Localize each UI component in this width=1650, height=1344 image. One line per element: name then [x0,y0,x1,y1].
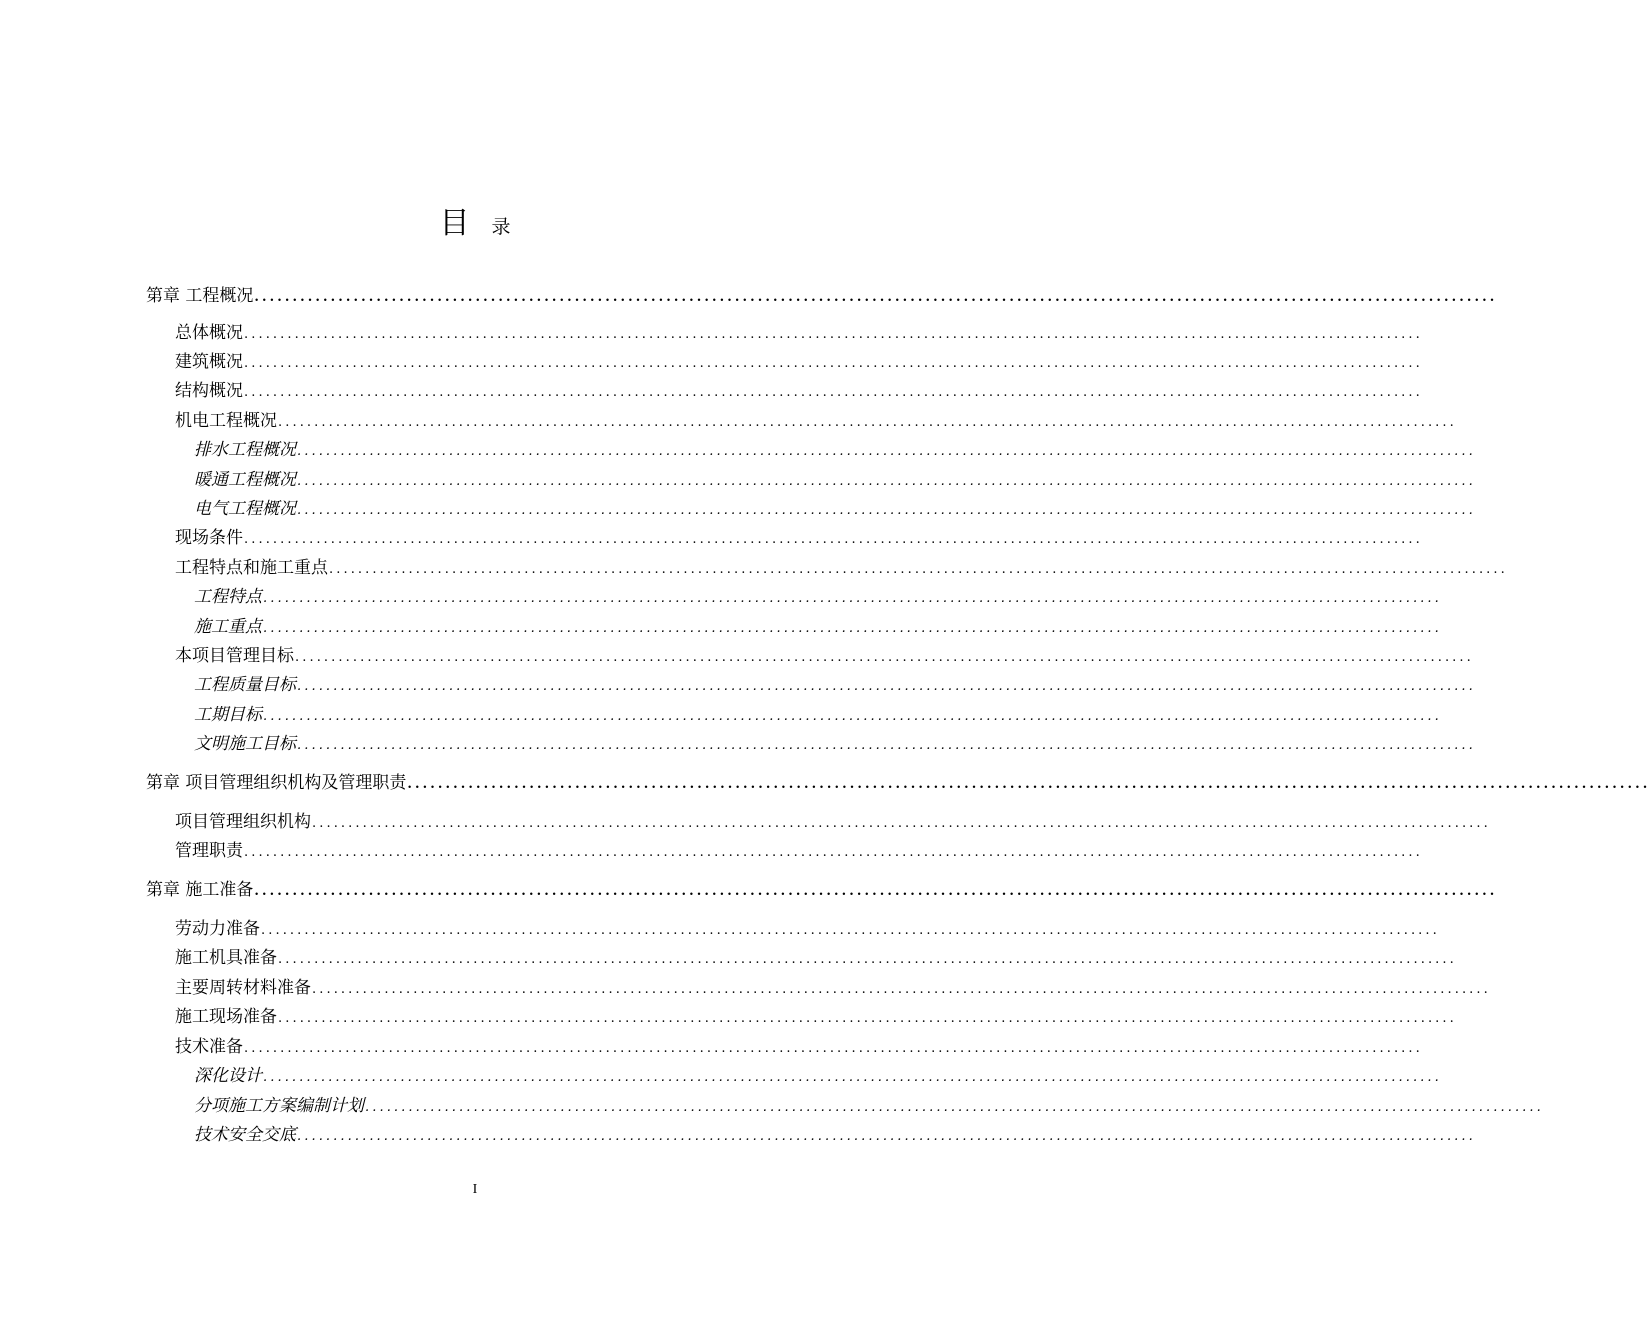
toc-entry-label: 第章 工程概况 [146,286,254,306]
toc-entry-label: 工期目标 [194,705,262,725]
toc-entry-subsection[interactable] [194,437,1476,463]
toc-entry-label: 总体概况 [175,323,243,343]
leader-dots: ................................................................................................................................................................... [263,1070,1442,1085]
leader-dots: ................................................................................................................................................................... [329,562,1508,577]
leader-dots: ................................................................................................................................................................... [263,621,1442,636]
leader-dots: ................................................................................................................................................................... [244,356,1423,371]
toc-entry-section[interactable] [175,1034,1423,1060]
toc-entry-label: 技术安全交底 [194,1125,296,1145]
leader-dots: ................................................................................................................................................................... [297,474,1476,489]
page-number: I [472,1182,478,1197]
toc-entry-subsection[interactable] [194,672,1476,698]
toc-entry-label: 工程特点和施工重点 [175,558,328,578]
toc-entry-label: 结构概况 [175,381,243,401]
leader-dots: ................................................................................................................................................................... [263,591,1442,606]
toc-entry-label: 分项施工方案编制计划 [194,1096,364,1116]
toc-entry-label: 工程特点 [194,587,262,607]
toc-entry-label: 建筑概况 [175,352,243,372]
toc-title-main: 目 [439,206,470,241]
leader-dots: ................................................................................................................................................................... [278,415,1457,430]
toc-entry-label: 管理职责 [175,841,243,861]
toc-entry-subsection[interactable] [194,702,1442,728]
toc-entry-chapter[interactable] [146,877,1498,903]
toc-title [0,198,950,242]
toc-entry-chapter[interactable] [146,283,1498,309]
toc-entry-section[interactable] [175,975,1491,1001]
leader-dots: ................................................................................................................................................................... [244,845,1423,860]
toc-entry-section[interactable] [175,643,1474,669]
toc-entry-label: 施工机具准备 [175,948,277,968]
toc-entry-label: 本项目管理目标 [175,646,294,666]
toc-entry-section[interactable] [175,555,1508,581]
leader-dots: ................................................................................................................................................................... [312,982,1491,997]
toc-entry-subsection[interactable] [194,584,1442,610]
leader-dots: ................................................................................................................................................................... [407,777,1650,792]
toc-entry-section[interactable] [175,408,1457,434]
leader-dots: ................................................................................................................................................................... [263,709,1442,724]
toc-entry-label: 机电工程概况 [175,411,277,431]
toc-entry-section[interactable] [175,945,1457,971]
toc-entry-label: 劳动力准备 [175,919,260,939]
toc-entry-subsection[interactable] [194,1063,1442,1089]
leader-dots: ................................................................................................................................................................... [312,816,1491,831]
toc-entry-section[interactable] [175,349,1423,375]
leader-dots: ................................................................................................................................................................... [297,503,1476,518]
leader-dots: ................................................................................................................................................................... [244,327,1423,342]
leader-dots: ................................................................................................................................................................... [297,679,1476,694]
toc-entry-section[interactable] [175,838,1423,864]
toc-entry-label: 主要周转材料准备 [175,978,311,998]
leader-dots: ................................................................................................................................................................... [254,884,1498,899]
toc-entry-subsection[interactable] [194,496,1476,522]
toc-entry-label: 文明施工目标 [194,734,296,754]
leader-dots: ................................................................................................................................................................... [244,385,1423,400]
toc-entry-label: 工程质量目标 [194,675,296,695]
toc-entry-label: 项目管理组织机构 [175,812,311,832]
leader-dots: ................................................................................................................................................................... [244,532,1423,547]
toc-title-secondary: 录 [491,216,511,238]
toc-entry-label: 排水工程概况 [194,440,296,460]
leader-dots: ................................................................................................................................................................... [278,952,1457,967]
toc-entry-subsection[interactable] [194,731,1476,757]
toc-entry-label: 深化设计 [194,1066,262,1086]
toc-entry-label: 施工现场准备 [175,1007,277,1027]
toc-entry-subsection[interactable] [194,614,1442,640]
toc-entry-label: 施工重点 [194,617,262,637]
leader-dots: ................................................................................................................................................................... [297,738,1476,753]
leader-dots: ................................................................................................................................................................... [365,1100,1544,1115]
leader-dots: ................................................................................................................................................................... [261,923,1440,938]
toc-entry-subsection[interactable] [194,467,1476,493]
toc-entry-section[interactable] [175,809,1491,835]
toc-entry-section[interactable] [175,1004,1457,1030]
toc-entry-chapter[interactable] [146,770,1650,796]
toc-entry-section[interactable] [175,378,1423,404]
toc-entry-label: 第章 施工准备 [146,880,254,900]
toc-entry-subsection[interactable] [194,1122,1476,1148]
leader-dots: ................................................................................................................................................................... [295,650,1474,665]
toc-entry-label: 技术准备 [175,1037,243,1057]
leader-dots: ................................................................................................................................................................... [244,1041,1423,1056]
leader-dots: ................................................................................................................................................................... [297,444,1476,459]
toc-entry-section[interactable] [175,525,1423,551]
toc-entry-label: 电气工程概况 [194,499,296,519]
toc-entry-section[interactable] [175,320,1423,346]
toc-entry-label: 第章 项目管理组织机构及管理职责 [146,773,407,793]
leader-dots: ................................................................................................................................................................... [297,1129,1476,1144]
leader-dots: ................................................................................................................................................................... [254,290,1498,305]
toc-entry-label: 现场条件 [175,528,243,548]
toc-entry-subsection[interactable] [194,1093,1544,1119]
leader-dots: ................................................................................................................................................................... [278,1011,1457,1026]
toc-entry-label: 暖通工程概况 [194,470,296,490]
toc-entry-section[interactable] [175,916,1440,942]
